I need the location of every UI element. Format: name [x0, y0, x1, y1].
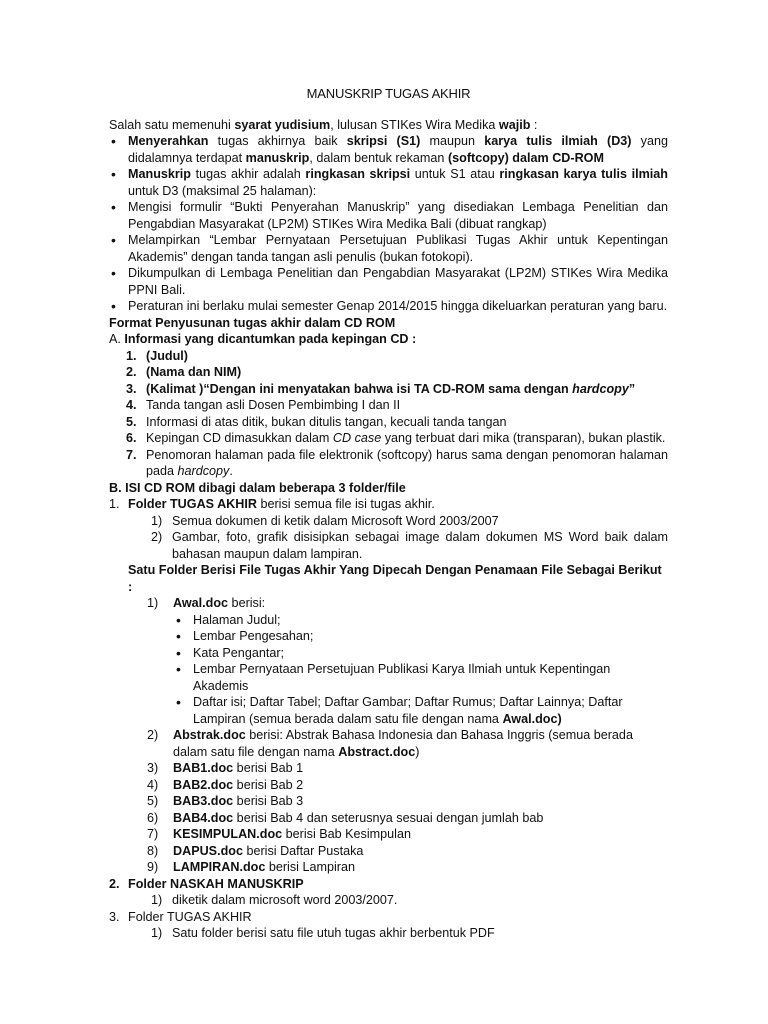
- folder-rule: [109, 513, 668, 530]
- item-text: .: [229, 464, 233, 478]
- file-desc: berisi Lampiran: [265, 860, 355, 874]
- req-text: yang didalamnya terdapat: [128, 134, 668, 165]
- file-name: Awal.doc: [173, 596, 229, 610]
- item-number: 6.: [126, 431, 137, 445]
- item-text: Tanda tangan asli Dosen Pembimbing I dan II: [146, 398, 401, 412]
- item-number: 4.: [126, 398, 137, 412]
- awal-content-item: • Kata Pengantar;: [173, 645, 668, 662]
- file-number: 8): [147, 843, 159, 858]
- file-number: 2): [147, 728, 159, 742]
- content-bold: Awal.doc): [502, 711, 562, 726]
- item-text: ”: [628, 381, 636, 396]
- file-item-bab2: [109, 777, 668, 794]
- item-text: yang terbuat dari mika (transparan), bukan plastik.: [381, 431, 666, 445]
- folder-number: 3.: [109, 909, 120, 924]
- item-number: 2.: [126, 365, 137, 379]
- intro-bold-wajib: wajib: [498, 117, 531, 132]
- cd-info-item: [109, 430, 668, 447]
- cd-info-item: [109, 364, 668, 381]
- folder-rule: [109, 529, 668, 562]
- cd-info-item: [109, 447, 668, 480]
- item-italic: hardcopy: [572, 381, 629, 396]
- section-a-label: A.: [109, 332, 125, 346]
- folder-name: Folder NASKAH MANUSKRIP: [128, 876, 304, 891]
- req-text: Peraturan ini berlaku mulai semester Genap 2014/2015 hingga dikeluarkan peraturan yang baru.: [128, 299, 668, 313]
- file-number: 7): [147, 827, 159, 841]
- folder-name: Folder TUGAS AKHIR: [128, 909, 252, 924]
- req-text: Dikumpulkan di Lembaga Penelitian dan Pengabdian Masyarakat (LP2M) STIKes Wira Medika PPNI Bali.: [128, 266, 668, 297]
- file-desc: berisi: Abstrak Bahasa Indonesia dan Bahasa Inggris (semua berada dalam satu file dengan nama: [173, 728, 633, 759]
- folder-number: 1.: [109, 497, 120, 511]
- intro-text: , lulusan STIKes Wira Medika: [330, 117, 499, 132]
- req-text: Mengisi formulir “Bukti Penyerahan Manuskrip” yang disediakan Lembaga Penelitian dan Pengabdian Masyarakat (LP2M) STIKes Wira Medika Bali (dibuat rangkap): [128, 200, 668, 231]
- file-item-bab3: [109, 793, 668, 810]
- rule-text: Satu folder berisi satu file utuh tugas akhir berbentuk PDF: [172, 926, 495, 940]
- file-name: BAB4.doc: [173, 810, 234, 825]
- file-list-continued: [109, 727, 668, 876]
- file-item-abstrak: [109, 727, 668, 760]
- awal-contents-list: [109, 612, 668, 728]
- item-text: (Judul): [146, 348, 188, 363]
- req-text: untuk D3 (maksimal 25 halaman):: [128, 183, 317, 198]
- req-bold: ringkasan skripsi: [305, 167, 411, 181]
- file-desc: berisi Bab 2: [233, 777, 304, 792]
- file-item-kesimpulan: [109, 826, 668, 843]
- file-number: 4): [147, 777, 159, 792]
- folder-2-rules: [109, 892, 668, 909]
- file-item-dapus: [109, 843, 668, 860]
- folder-1-rules: [109, 513, 668, 563]
- file-name: BAB1.doc: [173, 761, 234, 775]
- req-bold: skripsi (S1): [346, 134, 421, 148]
- intro-text: :: [530, 117, 538, 132]
- file-desc: berisi:: [228, 596, 266, 610]
- cd-info-item: [109, 381, 668, 398]
- item-text: (Kalimat )“Dengan ini menyatakan bahwa isi TA CD-ROM sama dengan: [146, 381, 573, 396]
- folder-desc: berisi semua file isi tugas akhir.: [256, 497, 435, 511]
- file-item-bab4: [109, 810, 668, 827]
- item-number: 1.: [126, 348, 137, 363]
- file-name: KESIMPULAN.doc: [173, 827, 283, 841]
- req-bold: karya tulis ilmiah (D3): [484, 134, 632, 148]
- requirement-item: [109, 232, 668, 265]
- requirement-item: [109, 298, 668, 315]
- intro-bold-syarat: syarat yudisium: [234, 117, 331, 132]
- cd-info-item: [109, 397, 668, 414]
- req-bold: Manuskrip: [128, 167, 191, 181]
- requirement-item: [109, 166, 668, 199]
- section-a-list: [109, 348, 668, 480]
- folder-name: Folder TUGAS AKHIR: [128, 497, 257, 511]
- file-bold: Abstract.doc: [338, 744, 416, 759]
- file-desc: berisi Bab Kesimpulan: [282, 827, 411, 841]
- document-title: MANUSKRIP TUGAS AKHIR: [306, 86, 471, 101]
- file-number: 6): [147, 810, 159, 825]
- folder-3-heading: [109, 909, 668, 926]
- file-desc: berisi Bab 1: [233, 761, 304, 775]
- folder-1-heading: [109, 496, 668, 513]
- file-name: Abstrak.doc: [173, 728, 246, 742]
- req-bold: manuskrip: [245, 150, 310, 165]
- cd-info-item: [109, 348, 668, 365]
- req-text: maupun: [420, 134, 485, 148]
- req-text: untuk S1 atau: [410, 167, 500, 181]
- awal-content-item: • Halaman Judul;: [173, 612, 668, 629]
- folder-rule: [109, 892, 668, 909]
- rule-text: Gambar, foto, grafik disisipkan sebagai image dalam dokumen MS Word baik dalam bahasan maupun dalam lampiran.: [172, 530, 668, 561]
- file-naming-heading: Satu Folder Berisi File Tugas Akhir Yang Dipecah Dengan Penamaan File Sebagai Berikut :: [128, 563, 662, 594]
- item-italic: CD case: [332, 431, 382, 445]
- file-desc: berisi Bab 3: [233, 794, 304, 808]
- intro-paragraph: [109, 117, 668, 134]
- file-name: DAPUS.doc: [173, 843, 243, 858]
- file-name: LAMPIRAN.doc: [173, 860, 266, 874]
- awal-content-item: [173, 694, 668, 727]
- file-name: BAB2.doc: [173, 777, 234, 792]
- file-number: 1): [147, 596, 159, 610]
- item-text: Kepingan CD dimasukkan dalam: [146, 431, 333, 445]
- format-heading: Format Penyusunan tugas akhir dalam CD ROM: [109, 315, 396, 330]
- item-number: 3.: [126, 381, 137, 396]
- rule-number: 1): [151, 893, 163, 907]
- rule-number: 1): [151, 926, 163, 940]
- req-bold: (softcopy) dalam CD-ROM: [447, 150, 604, 165]
- cd-info-item: [109, 414, 668, 431]
- item-italic: hardcopy: [177, 464, 230, 478]
- req-text: , dalam bentuk rekaman: [309, 150, 448, 165]
- req-text: tugas akhirnya baik: [208, 134, 347, 148]
- item-text: (Nama dan NIM): [146, 365, 242, 379]
- file-number: 3): [147, 761, 159, 775]
- req-bold: Menyerahkan: [128, 134, 209, 148]
- folder-rule: [109, 925, 668, 942]
- awal-content-item: • Lembar Pengesahan;: [173, 628, 668, 645]
- file-desc: berisi Daftar Pustaka: [242, 843, 364, 858]
- req-text: Melampirkan “Lembar Pernyataan Persetujuan Publikasi Tugas Akhir untuk Kepentingan Akademis” dengan tanda tangan asli penulis (bukan fotokopi).: [128, 233, 668, 264]
- rule-text: diketik dalam microsoft word 2003/2007.: [172, 893, 398, 907]
- file-name: BAB3.doc: [173, 794, 234, 808]
- folder-2-heading: [109, 876, 668, 893]
- file-desc: berisi Bab 4 dan seterusnya sesuai dengan jumlah bab: [233, 810, 544, 825]
- section-a-heading: [109, 331, 668, 348]
- item-number: 5.: [126, 414, 137, 429]
- item-text: Penomoran halaman pada file elektronik (softcopy) harus sama dengan penomoran halaman pada: [146, 447, 668, 478]
- file-number: 5): [147, 794, 159, 808]
- requirement-item: [109, 199, 668, 232]
- awal-content-item: • Lembar Pernyataan Persetujuan Publikasi Karya Ilmiah untuk Kepentingan Akademis: [173, 661, 668, 694]
- req-text: tugas akhir adalah: [190, 167, 306, 181]
- rule-number: 1): [151, 513, 163, 528]
- rule-number: 2): [151, 530, 163, 544]
- requirement-item: [109, 133, 668, 166]
- item-number: 7.: [126, 447, 137, 462]
- file-list: [109, 595, 668, 612]
- file-number: 9): [147, 860, 159, 874]
- requirements-list: [109, 133, 668, 315]
- section-a-title: Informasi yang dicantumkan pada kepingan CD :: [124, 332, 417, 346]
- content-text: Daftar isi; Daftar Tabel; Daftar Gambar; Daftar Rumus; Daftar Lainnya; Daftar Lampiran (semua berada dalam satu file dengan nama: [193, 695, 623, 726]
- requirement-item: [109, 265, 668, 298]
- folder-3-rules: [109, 925, 668, 942]
- file-item-lampiran: [109, 859, 668, 876]
- item-text: Informasi di atas ditik, bukan ditulis tangan, kecuali tanda tangan: [146, 414, 507, 429]
- folder-number: 2.: [109, 876, 120, 891]
- file-desc: ): [415, 744, 420, 759]
- file-item-bab1: [109, 760, 668, 777]
- file-item-awal: [109, 595, 668, 612]
- req-bold: ringkasan karya tulis ilmiah: [499, 167, 668, 181]
- intro-text: Salah satu memenuhi: [109, 117, 235, 132]
- section-b-heading: B. ISI CD ROM dibagi dalam beberapa 3 folder/file: [109, 480, 406, 495]
- rule-text: Semua dokumen di ketik dalam Microsoft Word 2003/2007: [172, 513, 499, 528]
